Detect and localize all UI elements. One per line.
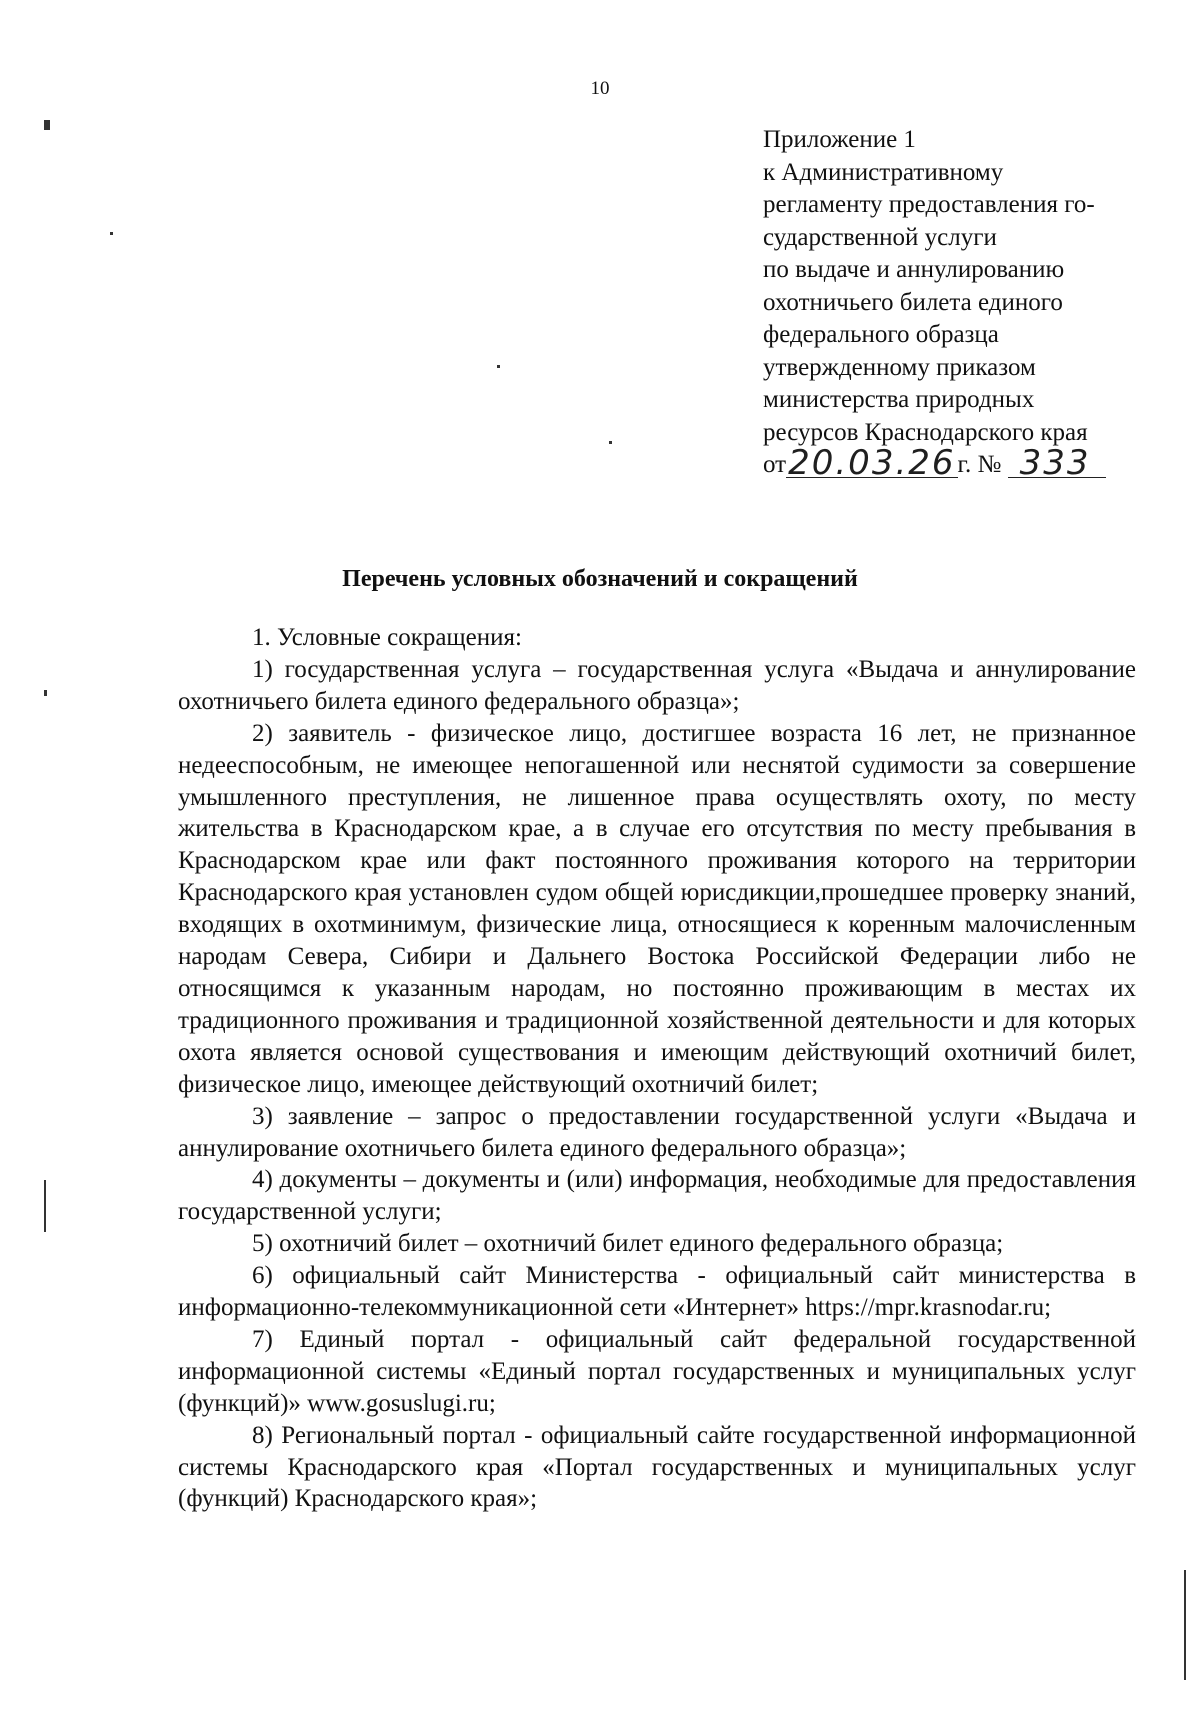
body-paragraph: 3) заявление – запрос о предоставлении государственной услуги «Выдача и аннулирование охотничьего билета единого федерального образца»; [178,1102,1136,1162]
appendix-line: ресурсов Краснодарского края [763,418,1088,446]
year-suffix: г. № [957,451,1002,478]
handwritten-number: 333 [1008,449,1107,478]
scan-speck [44,690,47,696]
body-paragraph: 5) охотничий билет – охотничий билет единого федерального образца; [252,1230,1004,1258]
scan-speck [44,120,50,130]
appendix-line: федерального образца [763,321,999,348]
body-paragraph: 8) Региональный портал - официальный сайте государственной информационной системы Краснодарского края «Портал государственных и муниципальных услуг (функций) Краснодарского края»; [178,1421,1136,1513]
appendix-line: охотничьего билета единого [763,288,1063,316]
appendix-line: регламенту предоставления го- [763,191,1095,218]
body-paragraph: 4) документы – документы и (или) информация, необходимые для предоставления государственной услуги; [178,1166,1136,1226]
scan-speck [110,232,113,235]
scan-speck [609,441,612,444]
date-number-line [763,443,1148,483]
scan-speck [1184,1570,1186,1680]
appendix-line: сударственной услуги [763,223,997,251]
body-paragraph: 2) заявитель - физическое лицо, достигшее возраста 16 лет, не признанное недееспособным, не имеющее непогашенной или неснятой судимости за совершение умышленного преступления, не лишенное права осуществлять охоту, по месту жительства в Краснодарском крае, а в случае его отсутствия по месту пребывания в Краснодарском крае или факт постоянного проживания которого на территории Краснодарского края установлен судом общей юрисдикции,прошедшее проверку знаний, входящих в охотминимум, физические лица, относящиеся к коренным малочисленным народам Севера, Сибири и Дальнего Востока Российской Федерации либо не относящимся к указанным народам, но постоянно проживающим в местах их традиционного проживания и традиционной хозяйственной деятельности и для которых охота является основой существования и имеющим действующий охотничий билет, физическое лицо, имеющее действующий охотничий билет; [178,719,1136,1098]
scan-speck [44,1180,46,1232]
appendix-line: Приложение 1 [763,126,916,153]
appendix-line: министерства природных [763,386,1035,413]
handwritten-date: 20.03.26 [788,443,956,483]
appendix-line: к Административному [763,158,1004,186]
body-paragraph: 6) официальный сайт Министерства - официальный сайт министерства в информационно-телекоммуникационной сети «Интернет» https://mpr.krasnodar.ru; [178,1262,1136,1322]
body-paragraph: 1) государственная услуга – государственная услуга «Выдача и аннулирование охотничьего билета единого федерального образца»; [178,655,1136,715]
body-paragraph: 1. Условные сокращения: [252,624,522,651]
body-paragraph: 7) Единый портал - официальный сайт федеральной государственной информационной системы «Единый портал государственных и муниципальных услуг (функций)» www.gosuslugi.ru; [178,1325,1136,1417]
date-prefix: от [763,451,787,478]
document-title: Перечень условных обозначений и сокращений [342,566,858,592]
appendix-line: по выдаче и аннулированию [763,256,1065,283]
appendix-line: утвержденному приказом [763,353,1036,381]
document-body [178,622,1136,1515]
scan-speck [497,365,500,368]
appendix-block [763,124,1148,482]
page-number: 10 [590,78,610,99]
